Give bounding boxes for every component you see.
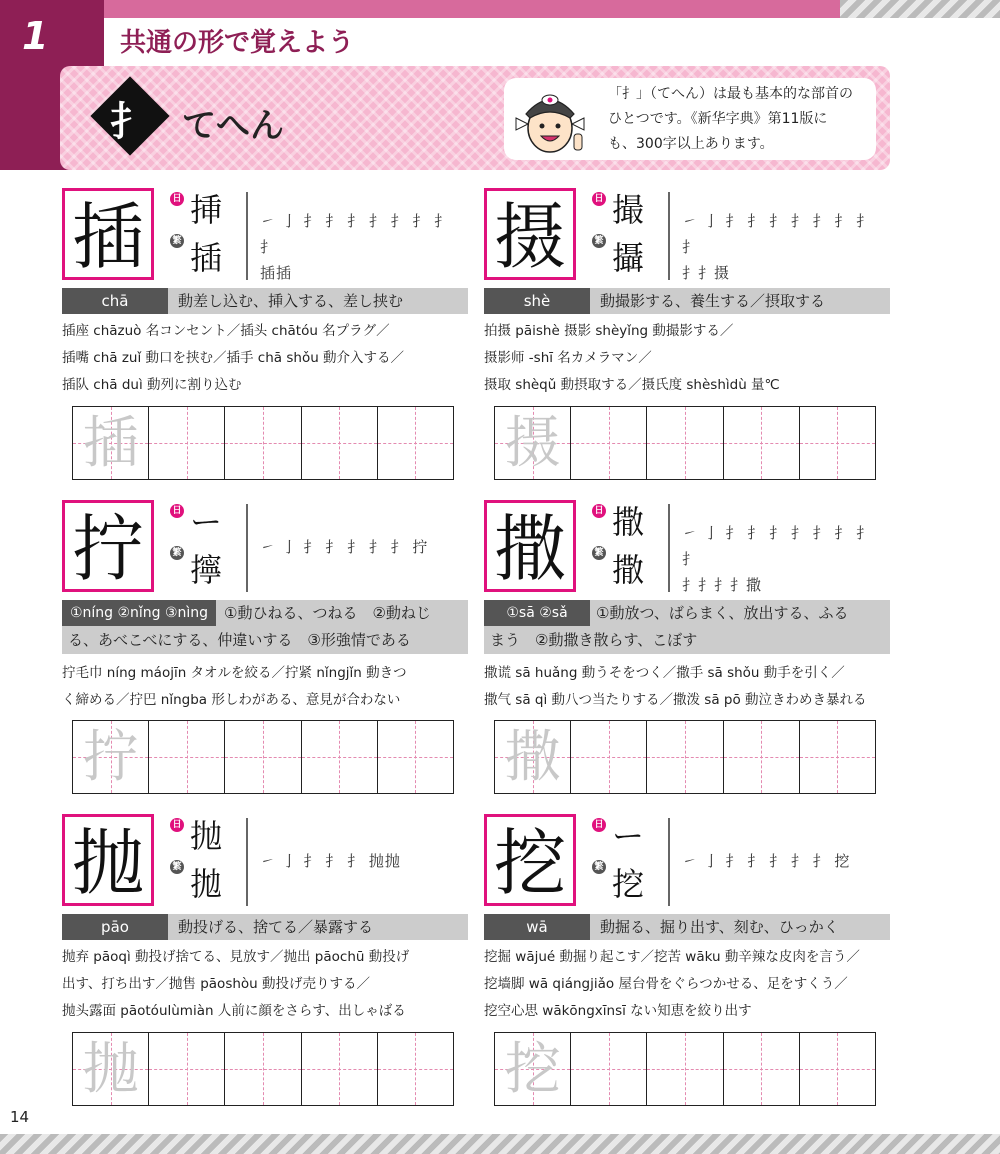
traditional-char: 挖: [612, 865, 645, 903]
practice-cell[interactable]: [149, 721, 225, 793]
practice-grid[interactable]: [72, 1032, 454, 1106]
stroke-line: ㇀ 亅 扌 扌 扌 抛抛: [260, 852, 401, 870]
meaning: 動撮影する、養生する／摂取する: [600, 292, 826, 310]
radical-symbol: 扌: [110, 99, 150, 145]
pinyin: shè: [484, 288, 590, 314]
trace-char: 摄: [504, 411, 561, 476]
speech-text: [608, 82, 868, 157]
example-line: 挖掘 wājué 動掘り起こす／挖苦 wāku 動辛辣な皮肉を言う／: [484, 949, 860, 965]
japanese-char: 抛: [190, 817, 223, 855]
japanese-char: ー: [612, 817, 645, 855]
example-line: 挖墙脚 wā qiángjiǎo 屋台骨をぐらつかせる、足をすくう／: [484, 976, 848, 992]
practice-cell[interactable]: [571, 407, 647, 479]
practice-cell[interactable]: [647, 407, 723, 479]
example-line: 插嘴 chā zuǐ 動口を挟む／插手 chā shǒu 動介入する／: [62, 350, 405, 366]
practice-cell[interactable]: [302, 721, 378, 793]
section-number: 1: [22, 14, 49, 58]
pinyin: pāo: [62, 914, 168, 940]
practice-cell[interactable]: [225, 1033, 301, 1105]
practice-cell[interactable]: [149, 407, 225, 479]
example-line: 摄影师 -shī 名カメラマン／: [484, 350, 652, 366]
examples: [484, 944, 890, 1025]
stroke-line: ㇀ 亅 扌 扌 扌 扌 扌 扌 扌 扌: [260, 212, 451, 256]
mascot-icon: [510, 84, 590, 156]
traditional-char: 拋: [190, 865, 223, 903]
example-line: 挖空心思 wākōngxīnsī ない知恵を絞り出す: [484, 1003, 752, 1019]
traditional-char: 插: [190, 239, 223, 277]
japanese-badge: 日: [170, 818, 184, 832]
pinyin: ①níng ②nǐng ③nìng: [62, 600, 216, 626]
japanese-badge: 日: [170, 192, 184, 206]
example-line: 插队 chā duì 動列に割り込む: [62, 377, 242, 393]
meaning-line: ①動ひねる、つねる ②動ねじ: [224, 604, 431, 622]
practice-cell[interactable]: [800, 407, 875, 479]
traditional-char: 撒: [612, 551, 645, 589]
practice-cell[interactable]: [495, 407, 571, 479]
practice-grid[interactable]: [494, 406, 876, 480]
practice-grid[interactable]: [494, 1032, 876, 1106]
pinyin: ①sā ②sǎ: [484, 600, 590, 626]
pinyin-bar: [62, 600, 468, 654]
entry-cha: [62, 188, 468, 488]
practice-cell[interactable]: [378, 721, 453, 793]
radical-diamond: [92, 78, 168, 154]
pinyin: wā: [484, 914, 590, 940]
traditional-badge: 繁: [592, 546, 606, 560]
trace-char: 撒: [504, 725, 561, 790]
headword-char: 插: [62, 188, 154, 280]
entry-ning: [62, 500, 468, 800]
pinyin-bar: [484, 600, 890, 654]
practice-cell[interactable]: [302, 1033, 378, 1105]
practice-cell[interactable]: [378, 1033, 453, 1105]
practice-cell[interactable]: [647, 721, 723, 793]
practice-cell[interactable]: [647, 1033, 723, 1105]
pinyin-bar: [484, 914, 890, 940]
stroke-order: [682, 520, 890, 598]
traditional-char: 攝: [612, 239, 645, 277]
practice-cell[interactable]: [225, 721, 301, 793]
traditional-badge: 繁: [170, 860, 184, 874]
traditional-badge: 繁: [170, 546, 184, 560]
stroke-line: 扌扌摄: [682, 264, 731, 282]
page-number: 14: [10, 1108, 30, 1126]
top-band-pink: [104, 0, 874, 18]
example-line: 出す、打ち出す／抛售 pāoshòu 動投げ売りする／: [62, 976, 371, 992]
entry-she: [484, 188, 890, 488]
practice-grid[interactable]: [72, 406, 454, 480]
entry-pao: [62, 814, 468, 1114]
stroke-line: ㇀ 亅 扌 扌 扌 扌 扌 扌 扌 扌: [682, 212, 873, 256]
practice-cell[interactable]: [225, 407, 301, 479]
practice-cell[interactable]: [724, 407, 800, 479]
examples: [484, 318, 890, 399]
japanese-badge: 日: [170, 504, 184, 518]
practice-cell[interactable]: [73, 1033, 149, 1105]
section-title: 共通の形で覚えよう: [120, 28, 355, 58]
stroke-order: [260, 848, 468, 874]
divider: [246, 192, 248, 280]
japanese-badge: 日: [592, 818, 606, 832]
divider: [246, 504, 248, 592]
bottom-band: [0, 1134, 1000, 1154]
traditional-char: 擰: [190, 551, 223, 589]
headword-char: 拧: [62, 500, 154, 592]
practice-cell[interactable]: [800, 1033, 875, 1105]
headword-char: 挖: [484, 814, 576, 906]
practice-grid[interactable]: [72, 720, 454, 794]
divider: [668, 192, 670, 280]
examples: [62, 318, 468, 399]
japanese-badge: 日: [592, 192, 606, 206]
trace-char: 抛: [82, 1037, 139, 1102]
examples: [62, 660, 468, 714]
practice-cell[interactable]: [302, 407, 378, 479]
practice-cell[interactable]: [724, 1033, 800, 1105]
examples: [484, 660, 890, 714]
pinyin: chā: [62, 288, 168, 314]
example-line: 拧毛巾 níng máojīn タオルを絞る／拧紧 nǐngjǐn 動きつ: [62, 665, 407, 681]
meaning: 動掘る、掘り出す、刻む、ひっかく: [600, 918, 839, 936]
entry-wa: [484, 814, 890, 1114]
practice-cell[interactable]: [378, 407, 453, 479]
example-line: く締める／拧巴 nǐngba 形しわがある、意見が合わない: [62, 692, 401, 708]
top-band: [0, 0, 1000, 18]
meaning-line: ①動放つ、ばらまく、放出する、ふる: [596, 604, 849, 622]
trace-char: 插: [82, 411, 139, 476]
example-line: 撒谎 sā huǎng 動うそをつく／撒手 sā shǒu 動手を引く／: [484, 665, 845, 681]
trace-char: 挖: [504, 1037, 561, 1102]
stroke-order: [682, 848, 890, 874]
stroke-order: [260, 534, 468, 560]
trace-char: 拧: [82, 725, 139, 790]
entry-sa: [484, 500, 890, 800]
headword-char: 摄: [484, 188, 576, 280]
practice-cell[interactable]: [495, 721, 571, 793]
examples: [62, 944, 468, 1025]
practice-grid[interactable]: [494, 720, 876, 794]
speech-line: ひとつです。《新华字典》第11版に: [608, 111, 828, 127]
pinyin-bar: [484, 288, 890, 314]
practice-cell[interactable]: [724, 721, 800, 793]
japanese-char: ー: [190, 503, 223, 541]
example-line: 撒气 sā qì 動八つ当たりする／撒泼 sā pō 動泣きわめき暴れる: [484, 692, 867, 708]
stroke-line: ㇀ 亅 扌 扌 扌 扌 扌 挖: [682, 852, 851, 870]
divider: [668, 504, 670, 592]
stroke-order: [682, 208, 890, 286]
practice-cell[interactable]: [73, 407, 149, 479]
speech-line: 「扌」（てへん）は最も基本的な部首の: [608, 86, 853, 102]
japanese-char: 挿: [190, 191, 223, 229]
top-band-stripe: [840, 0, 1000, 18]
example-line: 插座 chāzuò 名コンセント／插头 chātóu 名プラグ／: [62, 323, 390, 339]
practice-cell[interactable]: [495, 1033, 571, 1105]
practice-cell[interactable]: [73, 721, 149, 793]
example-line: 摄取 shèqǔ 動摂取する／摄氏度 shèshìdù 量℃: [484, 377, 780, 393]
traditional-badge: 繁: [592, 860, 606, 874]
stroke-order: [260, 208, 468, 286]
divider: [668, 818, 670, 906]
practice-cell[interactable]: [571, 721, 647, 793]
meaning-line: まう ②動撒き散らす、こぼす: [490, 631, 698, 649]
example-line: 拍摄 pāishè 摄影 shèyǐng 動撮影する／: [484, 323, 734, 339]
meaning-line: る、あべこべにする、仲違いする ③形強情である: [68, 631, 411, 649]
headword-char: 撒: [484, 500, 576, 592]
speech-line: も、300字以上あります。: [608, 136, 774, 152]
practice-cell[interactable]: [571, 1033, 647, 1105]
practice-cell[interactable]: [800, 721, 875, 793]
stroke-line: ㇀ 亅 扌 扌 扌 扌 扌 扌 扌 扌: [682, 524, 873, 568]
japanese-badge: 日: [592, 504, 606, 518]
stroke-line: 插插: [260, 264, 293, 282]
example-line: 抛弃 pāoqì 動投げ捨てる、見放す／抛出 pāochū 動投げ: [62, 949, 410, 965]
traditional-badge: 繁: [592, 234, 606, 248]
pinyin-bar: [62, 288, 468, 314]
stroke-line: ㇀ 亅 扌 扌 扌 扌 扌 拧: [260, 538, 429, 556]
headword-char: 抛: [62, 814, 154, 906]
divider: [246, 818, 248, 906]
japanese-char: 撒: [612, 503, 645, 541]
meaning: 動差し込む、挿入する、差し挟む: [178, 292, 404, 310]
meaning: 動投げる、捨てる／暴露する: [178, 918, 374, 936]
stroke-line: 扌扌扌扌撒: [682, 576, 763, 594]
pinyin-bar: [62, 914, 468, 940]
japanese-char: 撮: [612, 191, 645, 229]
example-line: 抛头露面 pāotóulùmiàn 人前に顔をさらす、出しゃばる: [62, 1003, 406, 1019]
traditional-badge: 繁: [170, 234, 184, 248]
practice-cell[interactable]: [149, 1033, 225, 1105]
radical-name: てへん: [182, 106, 284, 146]
